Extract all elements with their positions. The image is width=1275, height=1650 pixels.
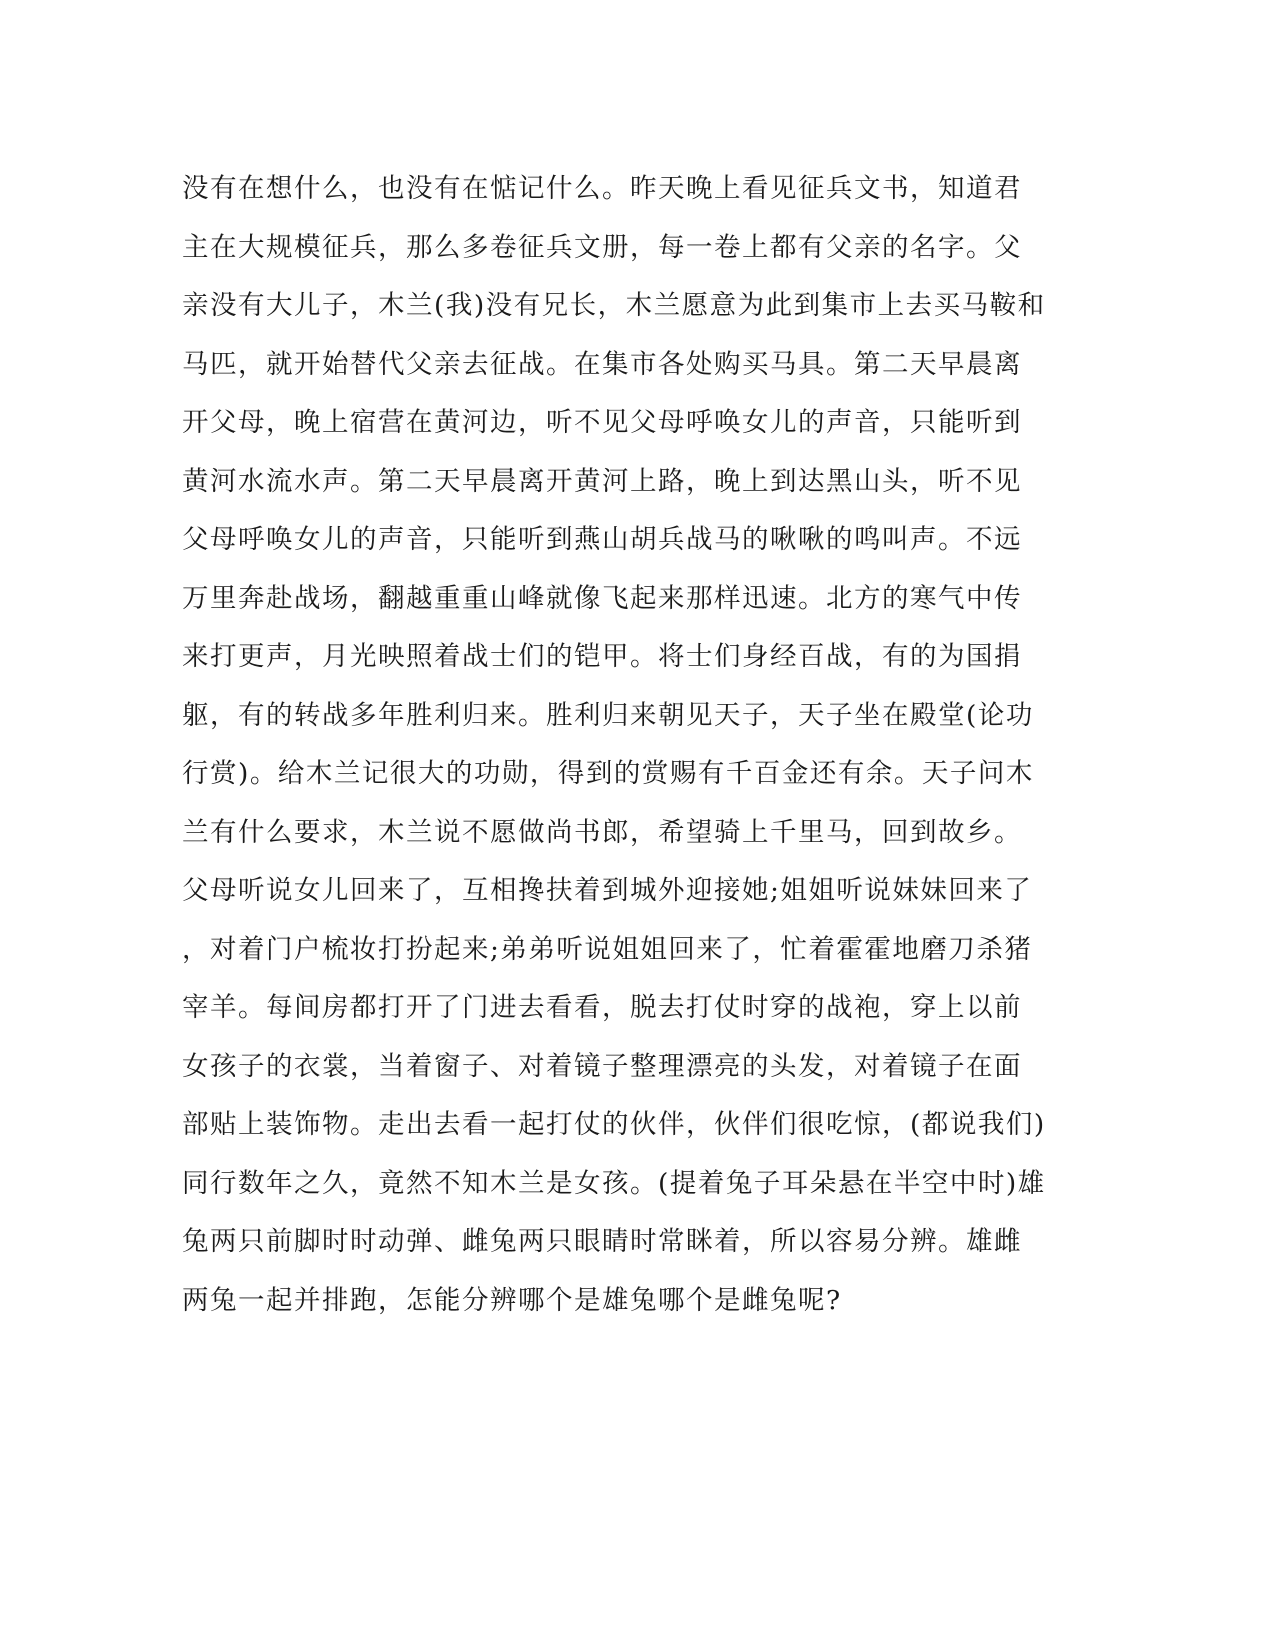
text-line: 马匹，就开始替代父亲去征战。在集市各处购买马具。第二天早晨离 — [182, 348, 1022, 380]
text-line: 父母听说女儿回来了，互相搀扶着到城外迎接她;姐姐听说妹妹回来了 — [182, 875, 1033, 906]
text-line: 宰羊。每间房都打开了门进去看看，脱去打仗时穿的战袍，穿上以前 — [182, 992, 1022, 1023]
text-line: 主在大规模征兵，那么多卷征兵文册，每一卷上都有父亲的名字。父 — [182, 231, 1022, 263]
text-line: 部贴上装饰物。走出去看一起打仗的伙伴，伙伴们很吃惊，(都说我们) — [182, 1109, 1046, 1140]
text-line: 万里奔赴战场，翻越重重山峰就像飞起来那样迅速。北方的寒气中传 — [182, 582, 1022, 614]
text-line: 兰有什么要求，木兰说不愿做尚书郎，希望骑上千里马，回到故乡。 — [182, 816, 1022, 848]
text-line: 亲没有大儿子，木兰(我)没有兄长，木兰愿意为此到集市上去买马鞍和 — [182, 290, 1046, 321]
text-line: ，对着门户梳妆打扮起来;弟弟听说姐姐回来了，忙着霍霍地磨刀杀猪 — [182, 933, 1033, 965]
text-line: 兔两只前脚时时动弹、雌兔两只眼睛时常眯着，所以容易分辨。雄雌 — [182, 1226, 1022, 1257]
text-line: 行赏)。给木兰记很大的功勋，得到的赏赐有千百金还有余。天子问木 — [182, 758, 1034, 789]
text-line: 同行数年之久，竟然不知木兰是女孩。(提着兔子耳朵悬在半空中时)雄 — [182, 1167, 1046, 1199]
text-line: 女孩子的衣裳，当着窗子、对着镜子整理漂亮的头发，对着镜子在面 — [182, 1050, 1022, 1082]
text-line: 父母呼唤女儿的声音，只能听到燕山胡兵战马的啾啾的鸣叫声。不远 — [182, 524, 1022, 555]
text-line: 没有在想什么，也没有在惦记什么。昨天晚上看见征兵文书，知道君 — [182, 173, 1022, 204]
text-line: 两兔一起并排跑，怎能分辨哪个是雄兔哪个是雌兔呢? — [182, 1284, 842, 1316]
text-line: 黄河水流水声。第二天早晨离开黄河上路，晚上到达黑山头，听不见 — [182, 465, 1022, 497]
text-line: 来打更声，月光映照着战士们的铠甲。将士们身经百战，有的为国捐 — [182, 641, 1022, 672]
text-line: 开父母，晚上宿营在黄河边，听不见父母呼唤女儿的声音，只能听到 — [182, 407, 1022, 438]
text-line: 躯，有的转战多年胜利归来。胜利归来朝见天子，天子坐在殿堂(论功 — [182, 699, 1034, 731]
body-text — [182, 160, 1062, 1330]
